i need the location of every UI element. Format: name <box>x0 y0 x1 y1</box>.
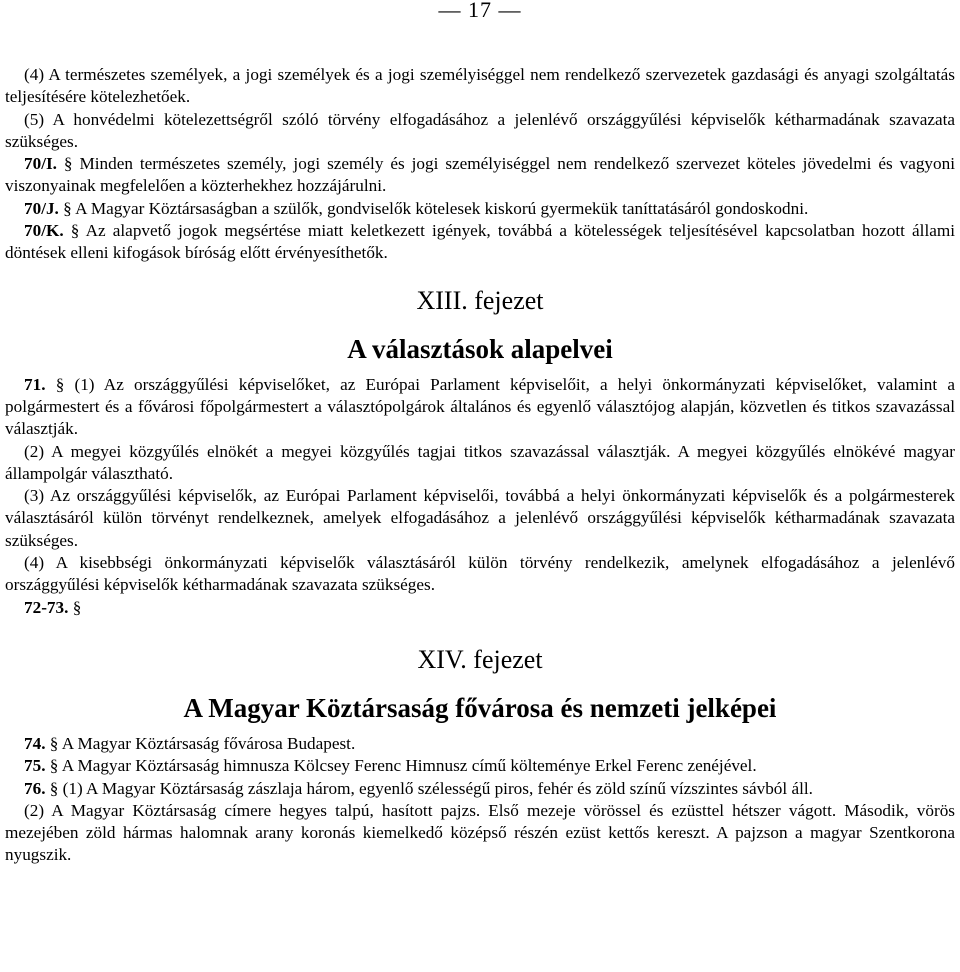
chapter-title: A választások alapelvei <box>347 333 613 364</box>
section-number: 75. <box>24 756 46 776</box>
paragraph <box>5 485 955 552</box>
paragraph-text: (3) Az országgyűlési képviselők, az Európai Parlament képviselői, továbbá a helyi önkormányzati képviselők és a polgármesterek választásáról külön törvényt rendelkeznek, amelyek elfogadásához a jelenlévő országgyűlési képviselők kétharmadának szavazata szükséges. <box>5 486 955 550</box>
paragraph <box>5 597 955 619</box>
paragraph-text: (2) A Magyar Köztársaság címere hegyes talpú, hasított pajzs. Első mezeje vörössel és ezüsttel hétszer vágott. Második, vörös mezejében zöld hármas halomnak arany koronás kiemelkedő középső részén ezüst kettős kereszt. A pajzson a magyar Szentkorona nyugszik. <box>5 800 955 865</box>
chapter-title: A Magyar Köztársaság fővárosa és nemzeti jelképei <box>183 692 777 723</box>
section-number: 70/I. <box>24 154 57 174</box>
section-number: 76. <box>24 778 46 798</box>
paragraph <box>5 109 955 154</box>
document-body <box>5 64 955 867</box>
paragraph-text: (4) A kisebbségi önkormányzati képviselők választásáról külön törvény rendelkezik, amelynek elfogadásához a jelenlévő országgyűlési képviselők kétharmadának szavazata szükséges. <box>5 553 955 595</box>
section-number: 72-73. <box>24 597 69 617</box>
paragraph-text: § Az alapvető jogok megsértése miatt keletkezett igények, továbbá a kötelességek teljesítésével kapcsolatban hozott állami döntések elleni kifogások bíróság előtt érvényesíthetők. <box>5 221 956 263</box>
paragraph <box>5 800 955 867</box>
section-number: 70/K. <box>24 221 64 241</box>
paragraph-text: § (1) Az országgyűlési képviselőket, az Európai Parlament képviselőit, a helyi önkormányzati képviselőket, valamint a polgármestert és a fővárosi főpolgármestert a választópolgárok általános és egyenlő választójog alapján, közvetlen és titkos szavazással választják. <box>5 374 956 439</box>
section-number: 71. <box>24 374 46 394</box>
paragraph <box>5 733 955 755</box>
paragraph <box>5 441 955 486</box>
paragraph-text: (2) A megyei közgyűlés elnökét a megyei közgyűlés tagjai titkos szavazással választják. A megyei közgyűlés elnökévé magyar állampolgár választható. <box>5 441 955 483</box>
chapter-heading: XIII. fejezet <box>416 285 544 315</box>
section-number: 70/J. <box>24 198 59 218</box>
paragraph-text: (5) A honvédelmi kötelezettségről szóló törvény elfogadásához a jelenlévő országgyűlési képviselők kétharmadának szavazata szükséges. <box>5 109 955 151</box>
paragraph-text: § <box>72 597 82 617</box>
paragraph <box>5 198 955 220</box>
paragraph <box>5 755 955 777</box>
paragraph-text: § A Magyar Köztársaságban a szülők, gondviselők kötelesek kiskorú gyermekük taníttatásáról gondoskodni. <box>63 198 809 218</box>
paragraph-text: § (1) A Magyar Köztársaság zászlaja három, egyenlő szélességű piros, fehér és zöld színű vízszintes sávból áll. <box>49 778 813 798</box>
section-number: 74. <box>24 733 46 753</box>
paragraph-text: § A Magyar Köztársaság himnusza Kölcsey Ferenc Himnusz című költeménye Erkel Ferenc zenéjével. <box>49 756 757 776</box>
paragraph <box>5 64 955 109</box>
page-number: — 17 — <box>438 0 522 22</box>
chapter-heading: XIV. fejezet <box>417 644 543 674</box>
paragraph <box>5 552 955 597</box>
paragraph-text: (4) A természetes személyek, a jogi személyek és a jogi személyiséggel nem rendelkező szervezetek gazdasági és anyagi szolgáltatás teljesítésére kötelezhetőek. <box>5 65 955 107</box>
paragraph-text: § Minden természetes személy, jogi személy és jogi személyiséggel nem rendelkező szervezet köteles jövedelmi és vagyoni viszonyainak megfelelően a közterhekhez hozzájárulni. <box>5 154 955 196</box>
paragraph <box>5 220 955 265</box>
paragraph <box>5 153 955 198</box>
paragraph-text: § A Magyar Köztársaság fővárosa Budapest. <box>49 733 356 753</box>
paragraph <box>5 374 955 441</box>
paragraph <box>5 778 955 800</box>
